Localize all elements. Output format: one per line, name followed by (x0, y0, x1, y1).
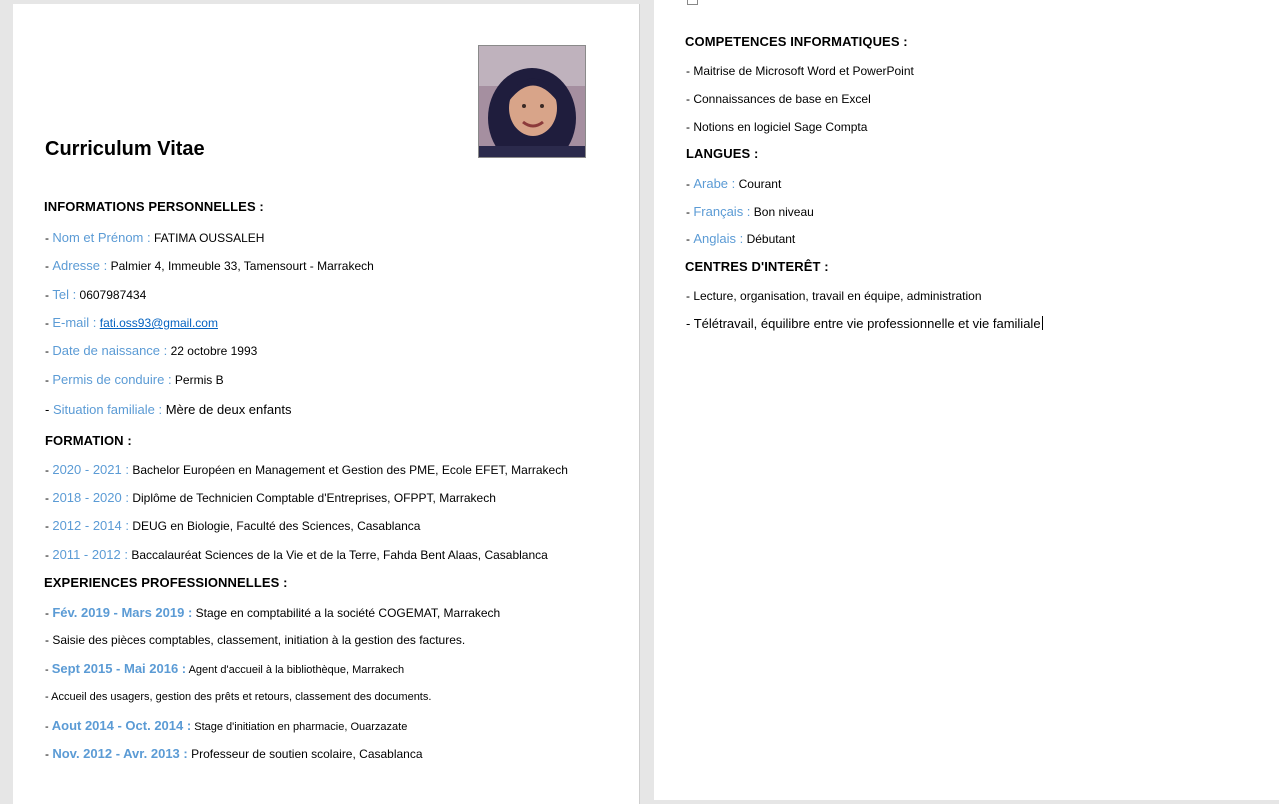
language-item: - Anglais : Débutant (686, 231, 796, 246)
section-experiences: EXPERIENCES PROFESSIONNELLES : (44, 575, 288, 590)
section-formation: FORMATION : (45, 433, 132, 448)
interest-item-editing[interactable] (686, 316, 1043, 331)
page-right[interactable] (654, 0, 1279, 800)
section-personal: INFORMATIONS PERSONNELLES : (44, 199, 264, 214)
experience-item: - Nov. 2012 - Avr. 2013 : Professeur de soutien scolaire, Casablanca (45, 746, 423, 761)
computer-item: - Maitrise de Microsoft Word et PowerPoint (686, 64, 914, 78)
section-computer: COMPETENCES INFORMATIQUES : (685, 34, 908, 49)
experience-item: - Sept 2015 - Mai 2016 : Agent d'accueil à la bibliothèque, Marrakech (45, 661, 405, 676)
personal-license: - Permis de conduire : Permis B (45, 372, 224, 387)
personal-phone: - Tel : 0607987434 (45, 287, 147, 302)
experience-detail: - Saisie des pièces comptables, classement, initiation à la gestion des factures. (45, 633, 466, 647)
formation-item: - 2011 - 2012 : Baccalauréat Sciences de la Vie et de la Terre, Fahda Bent Alaas, Casablanca (45, 547, 548, 562)
email-link[interactable]: fati.oss93@gmail.com (99, 316, 218, 330)
interest-item: - Lecture, organisation, travail en équipe, administration (686, 289, 982, 303)
personal-birthdate: - Date de naissance : 22 octobre 1993 (45, 343, 258, 358)
experience-detail: - Accueil des usagers, gestion des prêts et retours, classement des documents. (45, 691, 432, 703)
personal-email: - E-mail : fati.oss93@gmail.com (45, 315, 218, 330)
formation-item: - 2012 - 2014 : DEUG en Biologie, Faculté des Sciences, Casablanca (45, 518, 421, 533)
computer-item: - Connaissances de base en Excel (686, 92, 871, 106)
experience-item: - Aout 2014 - Oct. 2014 : Stage d'initiation en pharmacie, Ouarzazate (45, 718, 408, 733)
computer-item: - Notions en logiciel Sage Compta (686, 120, 868, 134)
text-cursor (1042, 316, 1043, 330)
profile-photo (478, 45, 586, 158)
language-item: - Arabe : Courant (686, 176, 782, 191)
personal-address: - Adresse : Palmier 4, Immeuble 33, Tamensourt - Marrakech (45, 258, 374, 273)
formation-item: - 2018 - 2020 : Diplôme de Technicien Comptable d'Entreprises, OFPPT, Marrakech (45, 490, 496, 505)
cv-title: Curriculum Vitae (45, 138, 205, 160)
experience-item: - Fév. 2019 - Mars 2019 : Stage en comptabilité a la société COGEMAT, Marrakech (45, 605, 501, 620)
section-interests: CENTRES D'INTERÊT : (685, 259, 829, 274)
page-left[interactable] (13, 4, 640, 804)
personal-family: - Situation familiale : Mère de deux enfants (45, 402, 292, 417)
formation-item: - 2020 - 2021 : Bachelor Européen en Management et Gestion des PME, Ecole EFET, Marrakech (45, 462, 568, 477)
anchor-marker-icon (687, 0, 698, 5)
interest-text: - Télétravail, équilibre entre vie professionnelle et vie familiale (686, 316, 1041, 331)
language-item: - Français : Bon niveau (686, 204, 814, 219)
personal-name: - Nom et Prénom : FATIMA OUSSALEH (45, 230, 265, 245)
section-languages: LANGUES : (686, 146, 759, 161)
